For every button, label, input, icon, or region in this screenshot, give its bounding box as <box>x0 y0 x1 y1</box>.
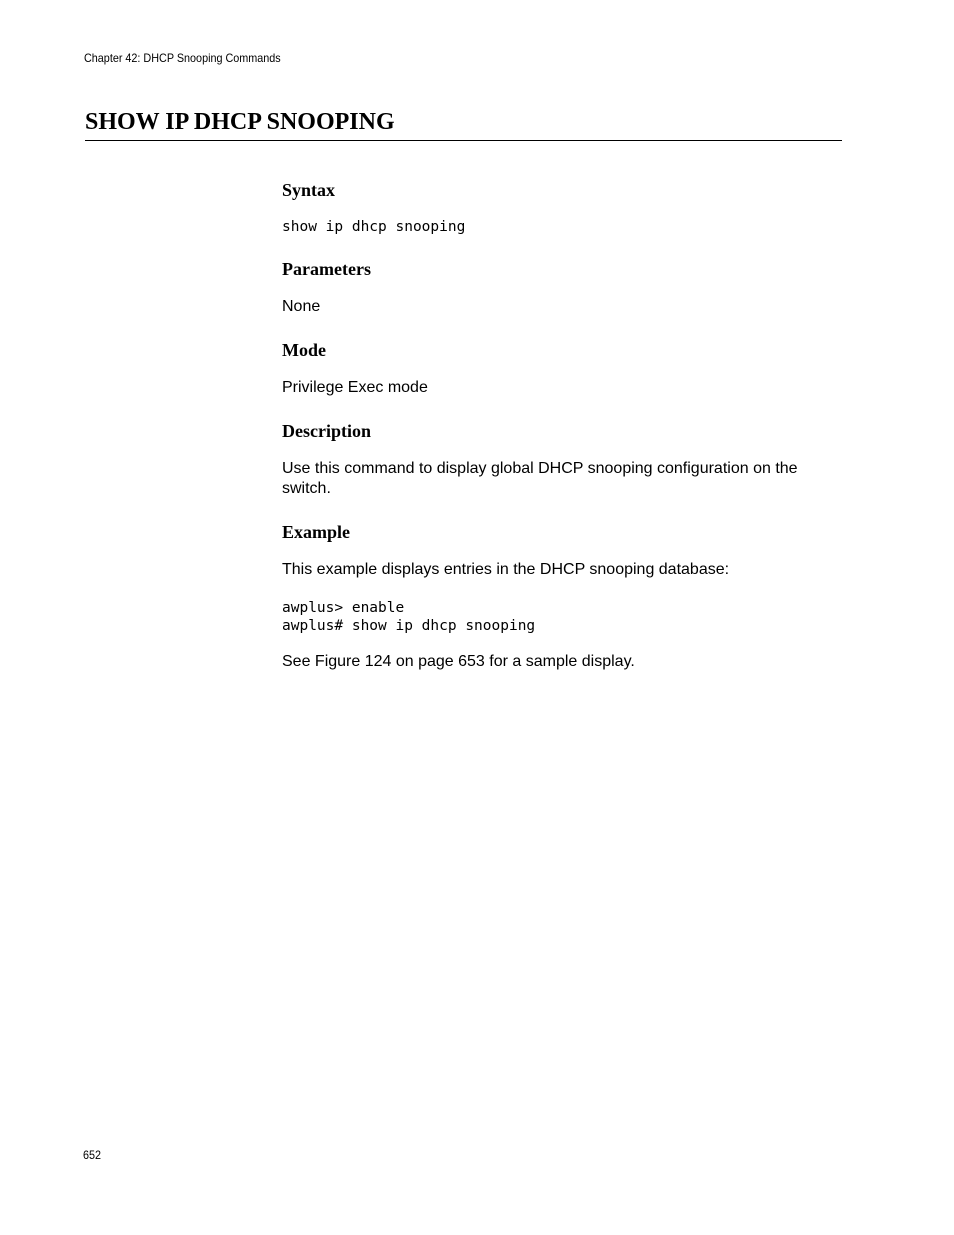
page-number: 652 <box>83 1148 102 1162</box>
parameters-heading: Parameters <box>282 259 371 279</box>
mode-text: Privilege Exec mode <box>282 379 428 396</box>
parameters-text: None <box>282 298 321 315</box>
example-heading: Example <box>282 522 351 542</box>
running-header: Chapter 42: DHCP Snooping Commands <box>84 51 281 65</box>
title-divider <box>85 140 842 141</box>
mode-heading: Mode <box>282 340 326 360</box>
example-code-line: awplus> enable <box>282 600 405 616</box>
example-note: See Figure 124 on page 653 for a sample display. <box>282 653 635 670</box>
syntax-code: show ip dhcp snooping <box>282 219 466 235</box>
description-text: Use this command to display global DHCP snooping configuration on the switch. <box>282 460 798 497</box>
page-title: SHOW IP DHCP SNOOPING <box>85 109 395 135</box>
example-code-line: awplus# show ip dhcp snooping <box>282 618 536 634</box>
syntax-heading: Syntax <box>282 180 336 200</box>
example-intro: This example displays entries in the DHCP snooping database: <box>282 561 730 578</box>
description-heading: Description <box>282 421 371 441</box>
